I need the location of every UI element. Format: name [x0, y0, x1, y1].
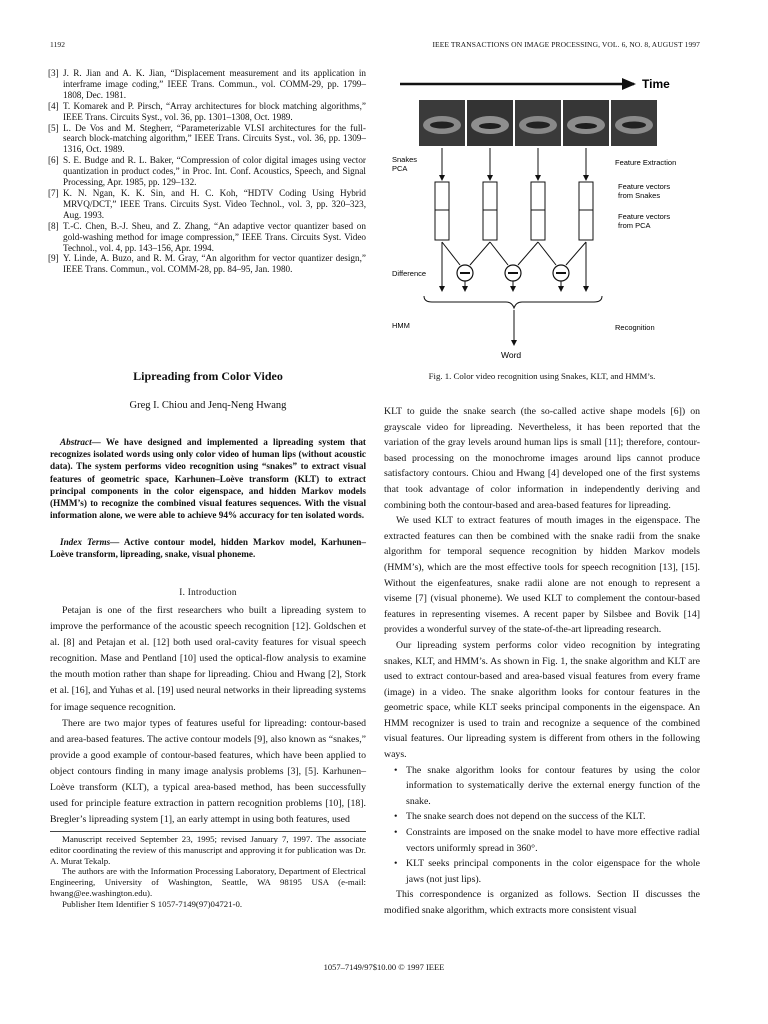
- fv-pca-label-1: Feature vectors: [618, 212, 671, 221]
- index-terms: [50, 536, 366, 560]
- fv-snakes-label-1: Feature vectors: [618, 182, 671, 191]
- footnote-divider: [50, 831, 366, 832]
- difference-operator: [505, 265, 521, 281]
- reference-item: [50, 188, 366, 221]
- hmm-brace: [424, 296, 602, 308]
- fv-snakes-label-2: from Snakes: [618, 191, 661, 200]
- reference-list: [50, 68, 366, 275]
- reference-item: [50, 68, 366, 101]
- reference-number: [3]: [48, 68, 59, 78]
- reference-text: Y. Linde, A. Buzo, and R. M. Gray, “An algorithm for vector quantizer design,” IEEE Trans. Commun., vol. COMM-28, pp. 84–95, Jan. 1980.: [63, 253, 366, 275]
- list-item: • The snake search does not depend on the success of the KLT.: [394, 811, 646, 823]
- time-label: Time: [642, 77, 670, 91]
- right-paragraph-4: This correspondence is organized as follows. Section II discusses the modified snake algorithm, which extracts more consistent visual: [384, 889, 700, 916]
- reference-number: [7]: [48, 187, 59, 198]
- hmm-input-arrowheads: [439, 286, 589, 292]
- reference-item: [50, 253, 366, 275]
- reference-text: J. R. Jian and A. K. Jian, “Displacement measurement and its application in interframe image coding,” IEEE Trans. Commun., vol. COMM-29, pp. 1799–1808, Dec. 1981.: [63, 68, 366, 100]
- reference-number: [4]: [48, 100, 59, 111]
- feature-vector-columns: [435, 182, 593, 240]
- word-label: Word: [501, 350, 522, 360]
- time-arrow-head: [622, 78, 636, 90]
- frame-to-vector-arrowheads: [439, 175, 589, 181]
- lip-frame: [563, 100, 609, 146]
- footnote-publisher-id: Publisher Item Identifier S 1057-7149(97)04721-0.: [62, 898, 243, 909]
- list-item: • The snake algorithm looks for contour features by using the color information to systematically derive the external energy function of the snake.: [394, 764, 700, 807]
- word-arrow-head: [511, 340, 517, 346]
- lip-frame: [611, 100, 657, 146]
- right-column: [384, 404, 700, 919]
- frame-to-vector-arrows: [442, 148, 586, 178]
- reference-text: T. Komarek and P. Pirsch, “Array architectures for block matching algorithms,” IEEE Trans. Circuits Syst., vol. 36, pp. 1301–1308, Oct. 1989.: [63, 100, 366, 122]
- page-number: 1192: [50, 40, 66, 49]
- journal-header: IEEE TRANSACTIONS ON IMAGE PROCESSING, VOL. 6, NO. 8, AUGUST 1997: [432, 40, 700, 49]
- recognition-label: Recognition: [615, 323, 655, 332]
- right-paragraph-2: We used KLT to extract features of mouth images in the eigenspace. The extracted features can then be combined with the snake radii from the snake algorithm for temporal sequence recognition by hidden Markov models (HMM’s), which are the most effective tools for speech recognition [13], [15]. Without the eigenfeatures, snake radii alone are not enough to represent a viseme [7] (visual phoneme). We used KLT to complement the contour-based features in representing visemes. A recent paper by Silsbee and Bovik [14] provides a wonderful survey of the state-of-the-art lipreading research.: [384, 515, 700, 636]
- reference-item: [50, 221, 366, 254]
- feature-extraction-label: Feature Extraction: [615, 158, 677, 167]
- figure-1-caption: Fig. 1. Color video recognition using Snakes, KLT, and HMM’s.: [428, 371, 656, 381]
- fv-pca-label-2: from PCA: [618, 221, 651, 230]
- figure-1-diagram: [384, 70, 700, 366]
- lip-frame: [467, 100, 513, 146]
- contribution-list: [384, 763, 700, 888]
- hmm-label: HMM: [392, 321, 410, 330]
- difference-arrows: [442, 242, 586, 265]
- lip-frame: [515, 100, 561, 146]
- list-item-text: Constraints are imposed on the snake model to have more effective radial vectors uniformly spread in 360°.: [406, 827, 700, 854]
- list-item: • Constraints are imposed on the snake model to have more effective radial vectors uniformly spread in 360°.: [394, 827, 700, 854]
- index-terms-text: Active contour model, hidden Markov model, Karhunen–Loève transform, lipreading, snake, visual phoneme.: [50, 537, 366, 560]
- intro-paragraph-2: There are two major types of features useful for lipreading: contour-based and area-based features. The active contour models [9], also known as “snakes,” provide a good example of contour-based features, which have been applied to object contours finding in many image analysis problems [3], [5]. Karhunen–Loève transform (KLT), a typical area-based method, has been successfully used for principle feature extraction in pattern recognition problems [10], [18]. Bregler’s lipreading system [1], an early attempt in using both features, used: [50, 717, 366, 826]
- reference-text: S. E. Budge and R. L. Baker, “Compression of color digital images using vector quantization in product codes,” in Proc. Int. Conf. Acoustics, Speech, and Signal Processing, Apr. 1985, pp. 129–132.: [63, 155, 366, 188]
- abstract: [50, 436, 366, 521]
- right-paragraph-1: KLT to guide the snake search (the so-called active shape models [6]) on grayscale video for lipreading. Nevertheless, it has been reported that the variation of the gray levels around human lips is small [11]; therefore, contour-based processing on the monochrome images around lips cannot produce satisfactory contours. Chiou and Hwang [4] developed one of the first systems that took advantage of color information in independently deriving and combining both the contour-based and area-based features for lipreading.: [384, 406, 700, 511]
- snakes-label: Snakes: [392, 155, 418, 164]
- reference-text: T.-C. Chen, B.-J. Sheu, and Z. Zhang, “An adaptive vector quantizer based on gold-washing method for image compression,” IEEE Trans. Circuits Syst. Video Technol., vol. 4, pp. 143–156, Apr. 1994.: [63, 220, 366, 253]
- difference-operator: [553, 265, 569, 281]
- paper-authors: Greg I. Chiou and Jenq-Neng Hwang: [129, 400, 287, 411]
- reference-item: [50, 101, 366, 123]
- right-paragraph-3: Our lipreading system performs color video recognition by integrating snakes, KLT, and HMM’s. As shown in Fig. 1, the snake algorithm and KLT are used to extract contour-based and area-based visual features from every frame (image) in a video. The snake algorithm looks for contour features in the geometric space, while KLT seeks principal components in the eigenspace. An HMM recognizer is used to train and recognize a sequence of the combined visual features. Our lipreading system is different from others in the following ways.: [384, 639, 700, 761]
- reference-number: [5]: [48, 122, 59, 133]
- list-item-text: The snake search does not depend on the success of the KLT.: [406, 811, 646, 823]
- intro-left-column: [50, 603, 366, 828]
- abstract-text: We have designed and implemented a lipreading system that recognizes isolated words using only color video of human lips (without acoustic data). The system performs video recognition using “snakes” to extract visual features of geometric space, Karhunen–Loève transform (KLT) to extract principal components in the color eigenspace, and hidden Markov models (HMM’s) to recognize the combined visual features sequences. With the visual information alone, we were able to achieve 94% accuracy for ten isolated words.: [50, 437, 366, 521]
- list-item-text: The snake algorithm looks for contour features by using the color information to systematically derive the external energy function of the snake.: [406, 764, 700, 807]
- pca-label: PCA: [392, 164, 408, 173]
- reference-number: [6]: [48, 155, 59, 166]
- paper-title: Lipreading from Color Video: [133, 369, 283, 383]
- section-heading-introduction: I. Introduction: [179, 587, 237, 597]
- difference-operator: [457, 265, 473, 281]
- reference-text: L. De Vos and M. Stegherr, “Parameterizable VLSI architectures for the full-search block-matching algorithm,” IEEE Trans. Circuits Syst., vol. 36, pp. 1309–1316, Oct. 1989.: [63, 122, 366, 155]
- reference-item: [50, 123, 366, 156]
- abstract-label: Abstract—: [60, 437, 101, 447]
- reference-number: [9]: [48, 253, 59, 264]
- reference-text: K. N. Ngan, K. K. Sin, and H. C. Koh, “HDTV Coding Using Hybrid MRVQ/DCT,” IEEE Trans. Circuits Syst. Video Technol., vol. 3, pp. 320–323, Aug. 1993.: [63, 187, 366, 220]
- difference-label: Difference: [392, 269, 427, 278]
- lip-frame: [419, 100, 465, 146]
- intro-paragraph-1: Petajan is one of the first researchers who built a lipreading system to improve the performance of the acoustic speech recognition [12]. Goldschen et al. [8] and Petajan et al. [12] both used oral-cavity features for visual speech recognition. Mase and Pentland [10] used the optical-flow analysis to examine the mouth motion rather than shape for lipreading. Chiou and Hwang [2], Stork et al. [16], and Yuhas et al. [19] used neural networks in their lipreading systems for image sequence recognition.: [50, 605, 366, 713]
- list-item-text: KLT seeks principal components in the color eigenspace for the whole jaws (not just lips).: [406, 858, 700, 885]
- reference-item: [50, 155, 366, 188]
- footnotes: [50, 834, 366, 910]
- footnote-manuscript: Manuscript received September 23, 1995; revised January 7, 1997. The associate editor coordinating the review of this manuscript and approving it for publication was Dr. A. Murat Tekalp.: [50, 834, 366, 866]
- copyright-footer: 1057–7149/97$10.00 © 1997 IEEE: [323, 962, 445, 972]
- footnote-authors: The authors are with the Information Processing Laboratory, Department of Electrical Engineering, University of Washington, Seattle, WA 98195 USA (e-mail: hwang@ee.washington.edu).: [50, 866, 366, 898]
- reference-number: [8]: [48, 220, 59, 231]
- index-terms-label: Index Terms—: [60, 537, 120, 547]
- list-item: • KLT seeks principal components in the color eigenspace for the whole jaws (not just lips).: [394, 858, 700, 885]
